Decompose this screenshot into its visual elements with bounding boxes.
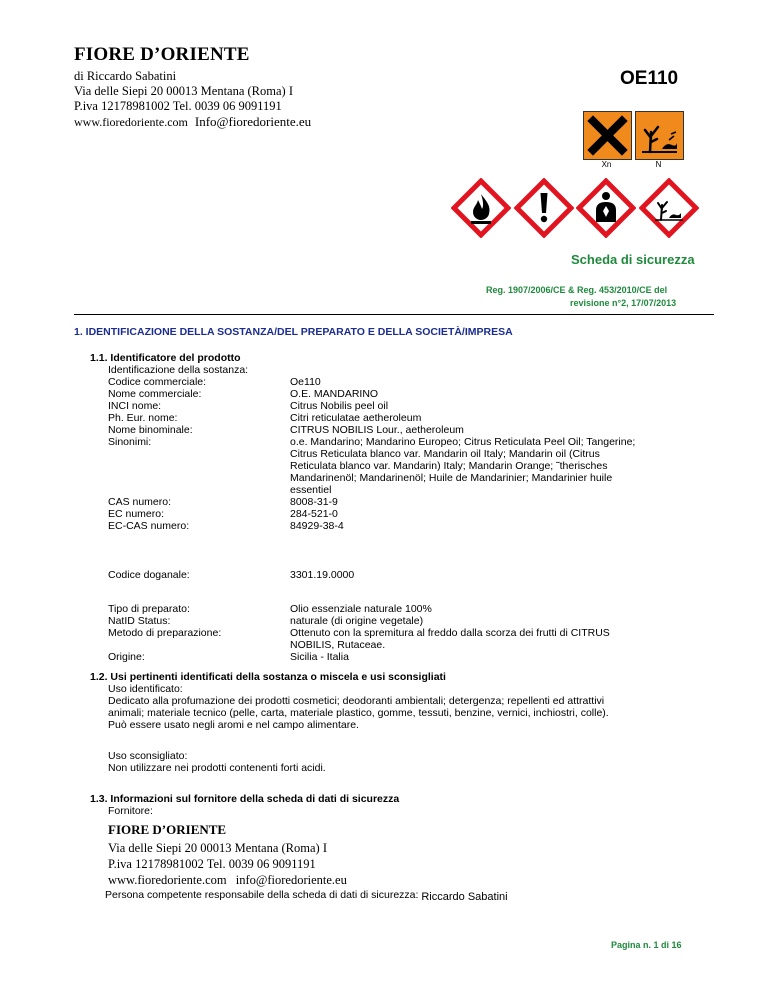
natid-label: NatID Status:	[108, 615, 171, 627]
cas-value: 8008-31-9	[290, 496, 338, 508]
substance-id-label: Identificazione della sostanza:	[108, 364, 249, 376]
identified-use-line: Può essere usato negli aromi e nel campo alimentare.	[108, 719, 359, 731]
environment-dead-tree-icon	[635, 111, 684, 160]
section-1-1-title: 1.1. Identificatore del prodotto	[90, 352, 241, 364]
company-vat-phone: P.iva 12178981002 Tel. 0039 06 9091191	[74, 99, 282, 113]
discouraged-use-value: Non utilizzare nei prodotti contenenti forti acidi.	[108, 762, 326, 774]
document-code: OE110	[620, 68, 679, 89]
preparation-type-value: Olio essenziale naturale 100%	[290, 603, 432, 615]
synonyms-line: Citrus Reticulata blanco var. Mandarin oil Italy; Mandarin oil (Citrus	[290, 448, 600, 460]
page-number: Pagina n. 1 di 16	[611, 940, 682, 950]
competent-person-label: Persona competente responsabile della scheda di dati di sicurezza:	[105, 889, 419, 901]
field-label: Ph. Eur. nome:	[108, 412, 178, 424]
section-1-2-title: 1.2. Usi pertinenti identificati della sostanza o miscela e usi sconsigliati	[90, 671, 446, 683]
cas-label: CAS numero:	[108, 496, 172, 508]
origin-value: Sicilia - Italia	[290, 651, 349, 663]
regulation-line: Reg. 1907/2006/CE & Reg. 453/2010/CE del	[486, 285, 668, 295]
synonyms-line: essentiel	[290, 484, 332, 496]
company-web-line	[74, 114, 311, 130]
supplier-name: FIORE D’ORIENTE	[108, 822, 227, 837]
exclamation-icon	[514, 178, 574, 238]
customs-code-label: Codice doganale:	[108, 569, 190, 581]
company-email: Info@fioredoriente.eu	[194, 114, 312, 129]
natid-value: naturale (di origine vegetale)	[290, 615, 424, 627]
origin-label: Origine:	[108, 651, 145, 663]
health-hazard-icon	[576, 178, 636, 238]
method-line: Ottenuto con la spremitura al freddo dalla scorza dei frutti di CITRUS	[290, 627, 610, 639]
discouraged-use-label: Uso sconsigliato:	[108, 750, 188, 762]
method-label: Metodo di preparazione:	[108, 627, 222, 639]
ec-value: 284-521-0	[290, 508, 338, 520]
supplier-address: Via delle Siepi 20 00013 Mentana (Roma) I	[108, 841, 327, 855]
flame-icon	[451, 178, 511, 238]
xn-label: Xn	[601, 160, 612, 169]
competent-person-name: Riccardo Sabatini	[421, 891, 508, 903]
synonyms-line: Reticulata blanco var. Mandarin) Italy; Mandarin Orange; ˜therisches	[290, 460, 608, 472]
environment-icon	[639, 178, 699, 238]
synonyms-line: o.e. Mandarino; Mandarino Europeo; Citrus Reticulata Peel Oil; Tangerine;	[290, 436, 636, 448]
field-label: Nome binominale:	[108, 424, 193, 436]
field-value: O.E. MANDARINO	[290, 388, 379, 400]
field-value: Citri reticulatae aetheroleum	[290, 412, 422, 424]
field-value: Citrus Nobilis peel oil	[290, 400, 389, 412]
ec-cas-value: 84929-38-4	[290, 520, 344, 532]
n-label: N	[655, 160, 662, 169]
section-1-title: 1. IDENTIFICAZIONE DELLA SOSTANZA/DEL PREPARATO E DELLA SOCIETÀ/IMPRESA	[74, 326, 513, 338]
synonyms-label: Sinonimi:	[108, 436, 152, 448]
harmful-cross-icon	[583, 111, 632, 160]
preparation-type-label: Tipo di preparato:	[108, 603, 190, 615]
synonyms-line: Mandarinenöl; Mandarinenöl; Huile de Mandarinier; Mandarinier huile	[290, 472, 613, 484]
supplier-web-line	[108, 873, 347, 888]
section-1-3-title: 1.3. Informazioni sul fornitore della scheda di dati di sicurezza	[90, 793, 400, 805]
field-label: Nome commerciale:	[108, 388, 202, 400]
field-value: CITRUS NOBILIS Lour., aetheroleum	[290, 424, 464, 436]
supplier-web: www.fioredoriente.com	[108, 873, 227, 887]
company-owner: di Riccardo Sabatini	[74, 69, 177, 83]
company-address: Via delle Siepi 20 00013 Mentana (Roma) I	[74, 84, 293, 98]
field-value: Oe110	[290, 376, 321, 388]
ec-label: EC numero:	[108, 508, 165, 520]
supplier-label: Fornitore:	[108, 805, 153, 817]
field-label: INCI nome:	[108, 400, 162, 412]
ec-cas-label: EC-CAS numero:	[108, 520, 190, 532]
company-web: www.fioredoriente.com	[74, 115, 188, 129]
supplier-vat-phone: P.iva 12178981002 Tel. 0039 06 9091191	[108, 857, 316, 871]
field-label: Codice commerciale:	[108, 376, 207, 388]
supplier-email: info@fioredoriente.eu	[235, 873, 347, 887]
header-divider	[74, 314, 714, 315]
revision-line: revisione n°2, 17/07/2013	[570, 298, 677, 308]
identified-use-label: Uso identificato:	[108, 683, 183, 695]
customs-code-value: 3301.19.0000	[290, 569, 355, 581]
identified-use-line: Dedicato alla profumazione dei prodotti cosmetici; deodoranti ambientali; detergenza; repellenti ed attrattivi	[108, 695, 605, 707]
document-title: Scheda di sicurezza	[571, 252, 695, 267]
competent-person-line	[105, 889, 508, 901]
identified-use-line: animali; materiale tecnico (pelle, carta, materiale plastico, gomme, tessuti, benzine, vernici, inchiostri, colle).	[108, 707, 609, 719]
company-name: FIORE D’ORIENTE	[74, 44, 250, 65]
method-line: NOBILIS, Rutaceae.	[290, 639, 386, 651]
